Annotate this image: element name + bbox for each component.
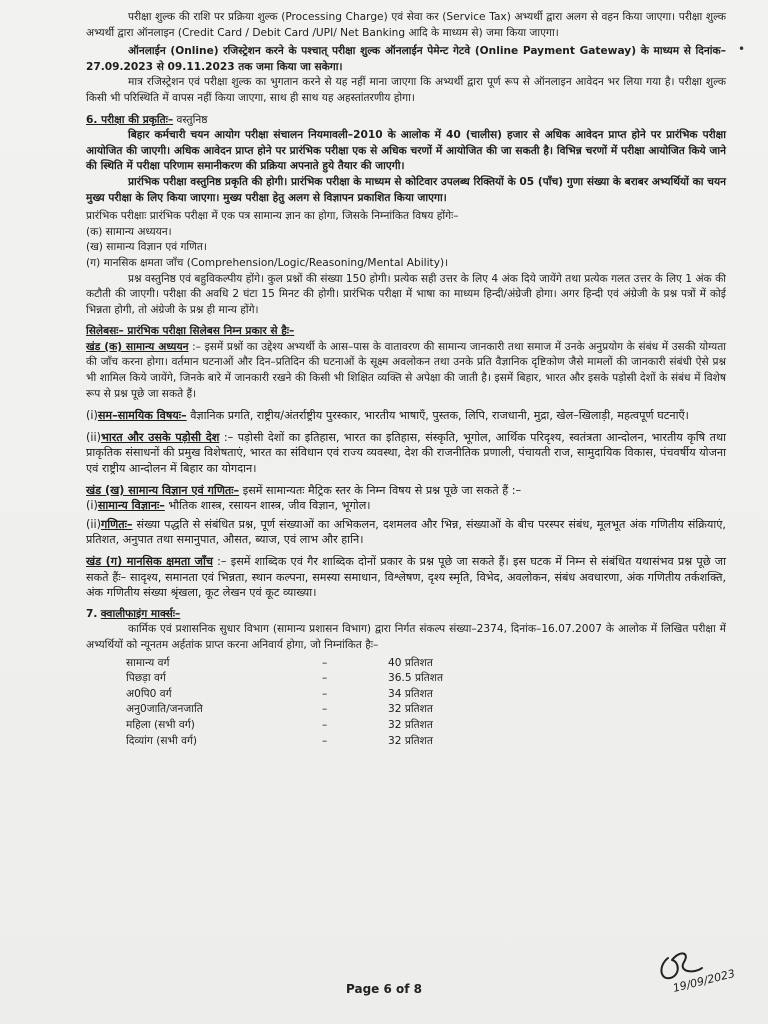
paragraph-general-science <box>86 498 726 514</box>
percent-cell: 34 प्रतिशत <box>388 687 433 700</box>
category-cell: दिव्यांग (सभी वर्ग) <box>126 734 198 747</box>
current-affairs-title: सम–सामयिक विषयः– <box>97 409 187 423</box>
current-affairs-text: वैज्ञानिक प्रगति, राष्ट्रीय/अंतर्राष्ट्रीय पुरस्कार, भारतीय भाषाएँ, पुस्तक, लिपि, राजधानी, मुद्रा, खेल–खिलाड़ी, महत्वपूर्ण घटनाएँ। <box>186 409 689 423</box>
margin-dot: • <box>738 42 746 56</box>
kha-item-ii-number: (ii) <box>86 517 101 531</box>
paragraph-qualifying-resolution: कार्मिक एवं प्रशासनिक सुधार विभाग (सामान्य प्रशासन विभाग) द्वारा निर्गत संकल्प संख्या–2374, दिनांक–16.07.2007 के आलोक में लिखित परीक्षा में अभ्यर्थियों को न्यूनतम अर्हतांक प्राप्त करना अनिवार्य होगा, जो निम्नांकित हैः– <box>86 623 726 651</box>
item-i-number: (i) <box>86 409 98 423</box>
percent-cell: 32 प्रतिशत <box>388 718 433 731</box>
paragraph-registration-note: मात्र रजिस्ट्रेशन एवं परीक्षा शुल्क का भुगतान करने से यह नहीं माना जाएगा कि अभ्यर्थी द्वारा पूर्ण रूप से ऑनलाइन आवेदन भर लिया गया है। परीक्षा शुल्क किसी भी परिस्थिति में वापस नहीं किया जाएगा, साथ ही साथ यह अहस्तांतरणीय होगा। <box>86 76 726 104</box>
kha-item-i-number: (i) <box>86 499 98 513</box>
paragraph-prelim-nature: प्रारंभिक परीक्षा वस्तुनिष्ठ प्रकृति की होगी। प्रारंभिक परीक्षा के माध्यम से कोटिवार उपलब्ध रिक्तियों के 05 (पाँच) गुणा संख्या के बराबर अभ्यर्थियों का चयन मुख्य परीक्षा के लिए किया जाएगा। मुख्य परीक्षा हेतु अलग से विज्ञापन प्रकाशित किया जाएगा। <box>86 175 726 204</box>
paragraph-fee-charges: परीक्षा शुल्क की राशि पर प्रक्रिया शुल्क (Processing Charge) एवं सेवा कर (Service Tax) अभ्यर्थी द्वारा अलग से वहन किया जाएगा। परीक्षा शुल्क अभ्यर्थी द्वारा ऑनलाइन (Credit Card / Debit Card /UPI/ Net Banking आदि के माध्यम से) जमा किया जाएगा। <box>86 11 726 39</box>
section-7-heading <box>86 607 726 623</box>
percent-cell: 40 प्रतिशत <box>388 656 433 669</box>
section-ka-text: :– इसमें प्रश्नों का उद्देश्य अभ्यर्थी के आस–पास के वातावरण की सामान्य जानकारी तथा समाज में उनके अनुप्रयोग के संबंध में उसकी योग्यता की जाँच करना होगा। वर्तमान घटनाओं और दिन–प्रतिदिन की घटनाओं के सूक्ष्म अवलोकन तथा उनके प्रति वैज्ञानिक दृष्टिकोण जैसे मामलों की जानकारी संबंधी ऐसे प्रश्न भी शामिल किये जायेंगे, जिनके बारे में जानकारी रखने की किसी भी शिक्षित व्यक्ति से अपेक्षा की जाती है। इसमें बिहार, भारत और इसके पड़ोसी देशों के संबंध में विशेष रूप से प्रश्न पूछे जा सकते हैं। <box>86 340 726 400</box>
section-7-number: 7. <box>86 607 98 620</box>
category-cell: महिला (सभी वर्ग) <box>126 718 195 731</box>
subject-item-ka: (क) सामान्य अध्ययन। <box>86 225 172 238</box>
table-row <box>126 718 508 734</box>
item-ii-number: (ii) <box>86 430 101 444</box>
category-cell: अ0पि0 वर्ग <box>126 687 172 700</box>
percent-cell: 32 प्रतिशत <box>388 734 433 747</box>
qualifying-marks-table <box>126 656 508 750</box>
paragraph-current-affairs <box>86 408 726 424</box>
paragraph-online-payment: ऑनलाईन (Online) रजिस्ट्रेशन करने के पश्चात् परीक्षा शुल्क ऑनलाईन पेमेन्ट गेटवे (Online Payment Gateway) के माध्यम से दिनांक–27.09.2023 से 09.11.2023 तक जमा किया जा सकेगा। <box>86 45 726 73</box>
paragraph-exam-rules: बिहार कर्मचारी चयन आयोग परीक्षा संचालन नियमावली–2010 के आलोक में 40 (चालीस) हजार से अधिक आवेदन प्राप्त होने पर प्रारंभिक परीक्षा आयोजित की जाएगी। अधिक आवेदन प्राप्त होने पर प्रारंभिक परीक्षा एक से अधिक चरणों में आयोजित की जा सकती है। विभिन्न चरणों में परीक्षा आयोजित किये जाने की स्थिति में परीक्षा परिणाम समानीकरण की प्रक्रिया अपनाते हुये तैयार की जाएगी। <box>86 129 726 173</box>
section-kha-title: खंड (ख) सामान्य विज्ञान एवं गणितः– <box>86 483 240 497</box>
subject-item-kha: (ख) सामान्य विज्ञान एवं गणित। <box>86 241 207 254</box>
paragraph-section-ga <box>86 554 726 601</box>
table-row <box>126 702 508 718</box>
table-row <box>126 671 508 687</box>
dash-cell: – <box>322 687 328 700</box>
section-6-title: 6. परीक्षा की प्रकृतिः– <box>86 113 174 126</box>
dash-cell: – <box>322 656 328 669</box>
section-7-title: क्वालीफाइंग मार्क्सः– <box>100 607 181 620</box>
general-science-title: सामान्य विज्ञानः– <box>97 499 165 513</box>
section-ka-title: खंड (क) सामान्य अध्ययन <box>86 340 189 353</box>
paragraph-prelim-subjects: प्रारंभिक परीक्षाः प्रारंभिक परीक्षा में एक पत्र सामान्य ज्ञान का होगा, जिसके निम्नांकित विषय होंगेः– <box>86 210 459 223</box>
dash-cell: – <box>322 703 328 716</box>
category-cell: पिछड़ा वर्ग <box>126 672 166 685</box>
section-kha-text: इसमें सामान्यतः मैट्रिक स्तर के निम्न विषय से प्रश्न पूछे जा सकते हैं :– <box>239 483 522 497</box>
syllabus-heading: सिलेबसः– प्रारंभिक परीक्षा सिलेबस निम्न प्रकार से हैः– <box>86 325 295 338</box>
paragraph-section-kha <box>86 483 726 499</box>
page-footer: Page 6 of 8 <box>346 982 422 996</box>
percent-cell: 36.5 प्रतिशत <box>388 672 444 685</box>
paragraph-mathematics <box>86 517 726 548</box>
page-content <box>86 10 726 749</box>
section-6-type: वस्तुनिष्ठ <box>173 113 208 126</box>
paragraph-section-ka <box>86 340 726 402</box>
dash-cell: – <box>322 718 328 731</box>
india-neighbours-title: भारत और उसके पड़ोसी देश <box>100 430 220 444</box>
mathematics-title: गणितः– <box>100 517 133 531</box>
india-neighbours-text: :– पड़ोसी देशों का इतिहास, भारत का इतिहास, संस्कृति, भूगोल, आर्थिक परिदृश्य, स्वतंत्रता आन्दोलन, भारतीय कृषि तथा प्राकृतिक संसाधनों की प्रमुख विशेषताएं, भारत का संविधान एवं राज्य व्यवस्था, देश की राजनीतिक प्रणाली, पंचायती राज, सामुदायिक विकास, पंचवर्षीय योजना एवं राष्ट्रीय आन्दोलन में बिहार का योगदान। <box>86 430 726 476</box>
paragraph-india-neighbours <box>86 430 726 477</box>
table-row <box>126 734 508 750</box>
category-cell: सामान्य वर्ग <box>126 656 170 669</box>
section-ga-title: खंड (ग) मानसिक क्षमता जाँच <box>86 555 213 568</box>
table-row <box>126 656 508 672</box>
section-ga-text: :– इसमें शाब्दिक एवं गैर शाब्दिक दोनों प्रकार के प्रश्न पूछे जा सकते हैं। इस घटक में निम्न से संबंधित यथासंभव प्रश्न पूछे जा सकते हैंः– सादृश्य, समानता एवं भिन्नता, स्थान कल्पना, समस्या समाधान, विश्लेषण, दृश्य स्मृति, विभेद, अवलोकन, संबंध अवधारणा, अंक गणितीय तर्कशक्ति, अंक गणितीय संख्या श्रृंखला, कूट लेखन एवं कूट व्याख्या। <box>86 555 726 600</box>
signature-date: 19/09/2023 <box>671 966 737 995</box>
percent-cell: 32 प्रतिशत <box>388 703 433 716</box>
mathematics-text: संख्या पद्धति से संबंधित प्रश्न, पूर्ण संख्याओं का अभिकलन, दशमलव और भिन्न, संख्याओं के बीच परस्पर संबंध, मूलभूत अंक गणितीय संक्रियाएं, प्रतिशत, अनुपात तथा समानुपात, औसत, ब्याज, एवं लाभ और हानि। <box>86 517 726 547</box>
category-cell: अनु0जाति/जनजाति <box>126 703 203 716</box>
subject-item-ga: (ग) मानसिक क्षमता जाँच (Comprehension/Logic/Reasoning/Mental Ability)। <box>86 256 449 269</box>
section-6-heading <box>86 113 726 129</box>
table-row <box>126 687 508 703</box>
dash-cell: – <box>322 734 328 747</box>
paragraph-question-pattern: प्रश्न वस्तुनिष्ठ एवं बहुविकल्पीय होंगे। कुल प्रश्नों की संख्या 150 होगी। प्रत्येक सही उत्तर के लिए 4 अंक दिये जायेंगे तथा प्रत्येक गलत उत्तर के लिए 1 अंक की कटौती की जाएगी। परीक्षा की अवधि 2 घंटा 15 मिनट की होगी। प्रारंभिक परीक्षा में भाषा का माध्यम हिन्दी/अंग्रेजी होगा। अगर हिन्दी एवं अंग्रेजी के प्रश्न पत्रों में कोई भिन्नता होगी, तो अंग्रेजी के प्रश्न ही मान्य होंगे। <box>86 272 726 316</box>
general-science-text: भौतिक शास्त्र, रसायन शास्त्र, जीव विज्ञान, भूगोल। <box>164 499 371 513</box>
dash-cell: – <box>322 672 328 685</box>
